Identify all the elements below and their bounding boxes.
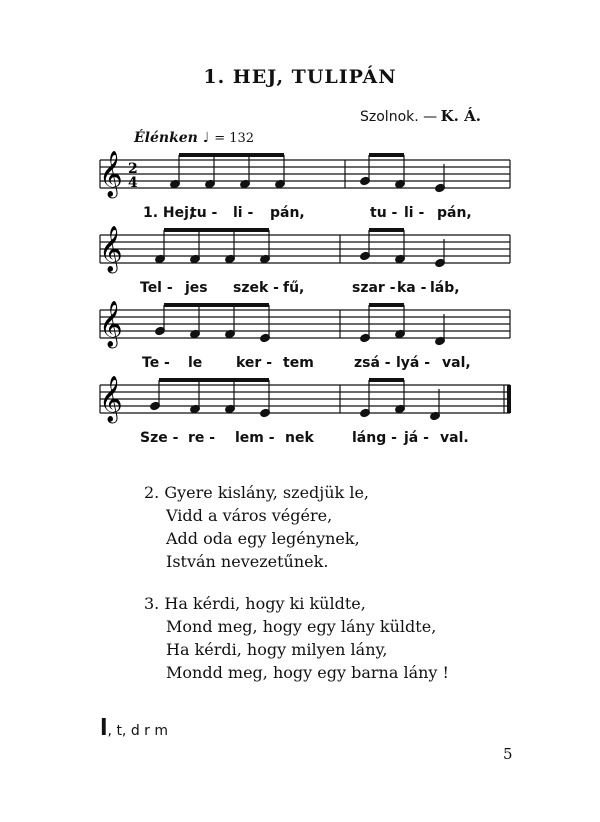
final-barline: [507, 385, 511, 413]
verse-line: [144, 481, 449, 504]
solfege-range: [100, 716, 168, 741]
time-signature-bottom: 4: [128, 175, 138, 191]
lyric-syllable: val.: [440, 430, 469, 446]
lyric-syllable: jes: [185, 280, 208, 296]
page-number: 5: [503, 745, 513, 763]
staff-4: [100, 385, 510, 413]
verse-line: Add oda egy legénynek,: [166, 529, 360, 548]
lyric-syllable: re -: [188, 430, 216, 446]
quarter-note-icon: ♩: [202, 130, 210, 146]
song-title: 1. HEJ, TULIPÁN: [203, 66, 397, 88]
lyric-syllable: pán,: [437, 205, 472, 221]
verse-text: Gyere kislány, szedjük le,: [164, 483, 369, 502]
verse-3: [144, 592, 449, 684]
lyric-syllable: lyá -: [396, 355, 431, 371]
lyric-syllable: szar -: [352, 280, 396, 296]
song-source: [360, 107, 481, 126]
verse-line: István nevezetűnek.: [166, 552, 329, 571]
solfege-rest: , t, d r m: [107, 723, 169, 739]
lyric-syllable: já -: [404, 430, 429, 446]
lyric-syllable: Tel -: [140, 280, 173, 296]
lyric-syllable: zsá -: [354, 355, 391, 371]
lyric-syllable: nek: [285, 430, 314, 446]
treble-clef-icon: 𝄞: [99, 301, 123, 347]
verse-line: [144, 592, 449, 615]
lyric-syllable: lem -: [235, 430, 275, 446]
verse-number: 2.: [144, 483, 160, 502]
lyric-syllable: láb,: [430, 280, 460, 296]
additional-verses: [144, 481, 449, 703]
verse-line: Mond meg, hogy egy lány küldte,: [166, 617, 437, 636]
lyric-syllable: ker -: [236, 355, 273, 371]
verse-line: Vidd a város végére,: [166, 506, 333, 525]
lyric-syllable: Sze -: [140, 430, 179, 446]
verse-2: [144, 481, 449, 573]
staff-1: [100, 160, 510, 188]
tempo-text: Élénken: [134, 130, 198, 146]
lyric-syllable: Te -: [142, 355, 170, 371]
lyric-syllable: val,: [442, 355, 471, 371]
verse-text: Ha kérdi, hogy ki küldte,: [164, 594, 366, 613]
metronome-value: = 132: [214, 131, 255, 146]
source-place: Szolnok. —: [360, 109, 438, 125]
source-initials: K. Á.: [440, 107, 481, 125]
lyric-syllable: ka -: [397, 280, 427, 296]
lyric-syllable: li -: [404, 205, 425, 221]
lyric-syllable: láng -: [352, 430, 397, 446]
verse-line: Ha kérdi, hogy milyen lány,: [166, 640, 388, 659]
treble-clef-icon: 𝄞: [99, 226, 123, 272]
solfege-first: l: [100, 716, 108, 741]
lyric-syllable: tu -: [370, 205, 398, 221]
staff-1-notes: [170, 153, 446, 193]
treble-clef-icon: 𝄞: [99, 151, 123, 197]
lyric-syllable: pán,: [270, 205, 305, 221]
lyric-syllable: tu -: [190, 205, 218, 221]
treble-clef-icon: 𝄞: [99, 376, 123, 422]
staff-2-notes: [155, 228, 446, 268]
lyric-syllable: li -: [233, 205, 254, 221]
lyric-syllable: szek -: [233, 280, 279, 296]
lyric-syllable: tem: [283, 355, 314, 371]
lyric-syllable: 1. Hej,: [143, 205, 195, 221]
lyric-syllable: le: [188, 355, 203, 371]
verse-number: 3.: [144, 594, 160, 613]
time-signature-top: 2: [128, 161, 138, 177]
verse-line: Mondd meg, hogy egy barna lány !: [166, 663, 449, 682]
lyric-syllable: fű,: [283, 280, 305, 296]
